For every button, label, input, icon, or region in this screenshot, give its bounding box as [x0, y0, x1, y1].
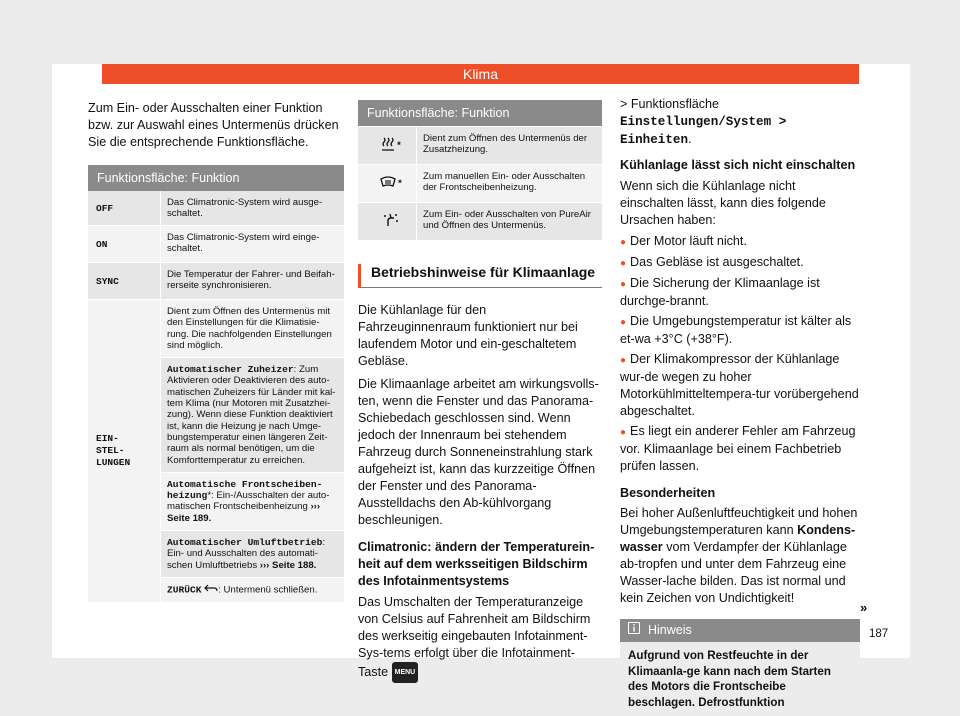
table-key: ON [96, 238, 108, 250]
info-icon [628, 619, 640, 642]
subheading: Kühlanlage lässt sich nicht einschalten [620, 158, 856, 172]
paragraph [620, 96, 860, 149]
paragraph: Die Kühlanlage für den Fahrzeuginnenraum funktioniert nur bei laufendem Motor und ein-geschaltetem Gebläse. [358, 303, 578, 368]
menu-path: Einstellungen/System > Einheiten [620, 115, 787, 147]
table-row [88, 262, 344, 299]
list-item-text: Die Umgebungstemperatur ist kälter als et-wa +3°C (+38°F). [620, 314, 852, 346]
pureair-icon [382, 212, 400, 231]
paragraph-bold: Kondens-wasser [620, 523, 856, 554]
heater-icon [380, 136, 396, 155]
paragraph: Die Klimaanlage arbeitet am wirkungsvolls-ten, wenn die Fenster und das Panorama-Schiebedach geschlossen sind. Wenn jedoch der Innenraum bei stehendem Fahrzeug durch Sonneneinstrahlung stark aufgeheizt ist, kann das kurzzeitige Öffnen der Fenster und des Panorama-Ausstelldachs den Ab-kühlvorgang beschleunigen. [358, 377, 599, 527]
sub-item-key: Automatische Frontscheiben-heizung [167, 478, 323, 502]
list-item-text: Es liegt ein anderer Fehler am Fahrzeug vor. Klimaanlage bei einem Fachbetrieb prüfen lassen. [620, 424, 856, 473]
paragraph-text: Das Umschalten der Temperaturanzeige von Celsius auf Fahrenheit am Bildschirm des werkseitig eingebauten Infotainment-Sys-tems erfolgt über die Infotainment-Taste [358, 595, 591, 679]
table-value: Das Climatronic-System wird einge-schaltet. [160, 226, 344, 262]
table-key: SYNC [96, 275, 119, 287]
sub-item-text: : Ein- und Ausschalten des automati-schen Umluftbetriebs [167, 537, 326, 571]
einstellungen-intro: Dient zum Öffnen des Untermenüs mit den Einstellungen für die Klimatisie-rung. Die nachfolgenden Einstellungen sind möglich. [167, 306, 332, 351]
table-key: OFF [96, 202, 114, 214]
sub-item-key: ZURÜCK [167, 584, 202, 596]
table-value: Dient zum Öffnen des Untermenüs der Zusatzheizung. [416, 127, 602, 164]
list-item: ● Das Gebläse ist ausgeschaltet. [620, 255, 804, 269]
list-item: ● Der Klimakompressor der Kühlanlage wur-de wegen zu hoher Motorkühlmitteltempera-tur vorübergehend abgeschaltet. [620, 352, 859, 418]
column-right [620, 96, 860, 716]
table-row [88, 225, 344, 262]
menu-key-icon: MENU [392, 662, 419, 683]
list-item: ● Es liegt ein anderer Fehler am Fahrzeug vor. Klimaanlage bei einem Fachbetrieb prüfen lassen. [620, 424, 856, 473]
column-left [88, 100, 344, 602]
list-item-text: Das Gebläse ist ausgeschaltet. [630, 255, 804, 269]
note-box [620, 619, 860, 716]
sub-item-text: *: Ein-/Ausschalten der auto-matischen Frontscheibenheizung [167, 490, 330, 513]
list-item-text: Der Motor läuft nicht. [630, 234, 747, 248]
chapter-header: Klima [102, 64, 859, 84]
table-row [358, 202, 602, 240]
sub-item-key: Automatischer Umluftbetrieb [167, 537, 323, 549]
sub-item-key: Automatischer Zuheizer [167, 364, 294, 376]
table-row-einstellungen [88, 299, 344, 602]
list-item: ● Die Sicherung der Klimaanlage ist durchge-brannt. [620, 276, 820, 308]
sub-item-text: : Untermenü schließen. [218, 584, 318, 596]
table-row [88, 191, 344, 225]
paragraph [358, 594, 602, 683]
subheading: Besonderheiten [620, 486, 716, 500]
list-item-text: Der Klimakompressor der Kühlanlage wur-de wegen zu hoher Motorkühlmitteltempera-tur vorübergehend abgeschaltet. [620, 352, 859, 418]
windshield-heater-icon [379, 175, 397, 192]
paragraph-text: . [688, 132, 692, 146]
paragraph-text: > Funktionsfläche [620, 97, 720, 111]
asterisk: * [397, 178, 403, 189]
intro-paragraph: Zum Ein- oder Ausschalten einer Funktion bzw. zur Auswahl eines Untermenüs drücken Sie die entsprechende Funktionsfläche. [88, 101, 339, 149]
table-value: Zum manuellen Ein- oder Ausschalten der Frontscheibenheizung. [416, 165, 602, 202]
sub-item-zuheizer [161, 357, 344, 472]
table-value: Die Temperatur der Fahrer- und Beifah-rerseite synchronisieren. [160, 263, 344, 299]
table-row [358, 164, 602, 202]
paragraph: Wenn sich die Kühlanlage nicht einschalten lässt, kann dies folgende Ursachen haben: [620, 179, 826, 227]
paragraph-text: Bei hoher Außenluftfeuchtigkeit und hohen Umgebungstemperaturen kann [620, 506, 858, 537]
table-title: Funktionsfläche: Funktion [358, 100, 602, 126]
back-arrow-icon [204, 584, 218, 596]
note-title: Hinweis [648, 623, 692, 637]
sub-item-zurueck [161, 577, 344, 602]
section-heading: Betriebshinweise für Klimaanlage [358, 264, 602, 288]
sub-item-frontscheibe [161, 472, 344, 530]
table-title: Funktionsfläche: Funktion [88, 165, 344, 191]
note-text: Aufgrund von Restfeuchte in der Klimaanla-ge kann nach dem Starten des Motors die Frontscheibe beschlagen. Defrostfunktion [628, 649, 831, 709]
function-table [88, 191, 344, 602]
list-item: ● Die Umgebungstemperatur ist kälter als et-wa +3°C (+38°F). [620, 314, 852, 346]
table-row [358, 126, 602, 164]
page-reference-link[interactable]: ››› Seite 188. [259, 559, 317, 571]
paragraph [620, 505, 860, 607]
page-reference-link[interactable]: ››› Seite 189. [167, 501, 321, 524]
page-number: 187 [869, 628, 889, 640]
table-key: EIN- STEL- LUNGEN [96, 433, 131, 469]
subheading: Climatronic: ändern der Temperaturein-heit auf dem werksseitigen Bildschirm des Infotainmentsystems [358, 540, 595, 588]
paragraph-text: vom Verdampfer der Kühlanlage ab-tropfen und unter dem Fahrzeug eine Wasser-lache bilden. Das ist normal und kein Zeichen von Undichtigkeit! [620, 540, 847, 605]
table-value: Das Climatronic-System wird ausge-schaltet. [160, 191, 344, 225]
column-middle [358, 100, 602, 683]
table-value: Zum Ein- oder Ausschalten von PureAir und Öffnen des Untermenüs. [416, 203, 602, 240]
sub-item-umluft [161, 530, 344, 577]
continue-mark: » [860, 600, 868, 615]
list-item-text: Die Sicherung der Klimaanlage ist durchge-brannt. [620, 276, 820, 308]
note-header [620, 619, 860, 642]
list-item: ● Der Motor läuft nicht. [620, 234, 747, 248]
sub-item-text: : Zum Aktivieren oder Deaktivieren des auto-matischen Zuheizers für Länder mit kal-tem Klima (nur Motoren mit Zusatzhei-zung). Wenn diese Funktion deaktiviert ist, kann die Heizung je nach Umge-bungstemperatur einen längeren Zeit-raum als normal benötigen, um die Komforttemperatur zu erreichen. [167, 364, 336, 466]
asterisk: * [396, 140, 402, 151]
